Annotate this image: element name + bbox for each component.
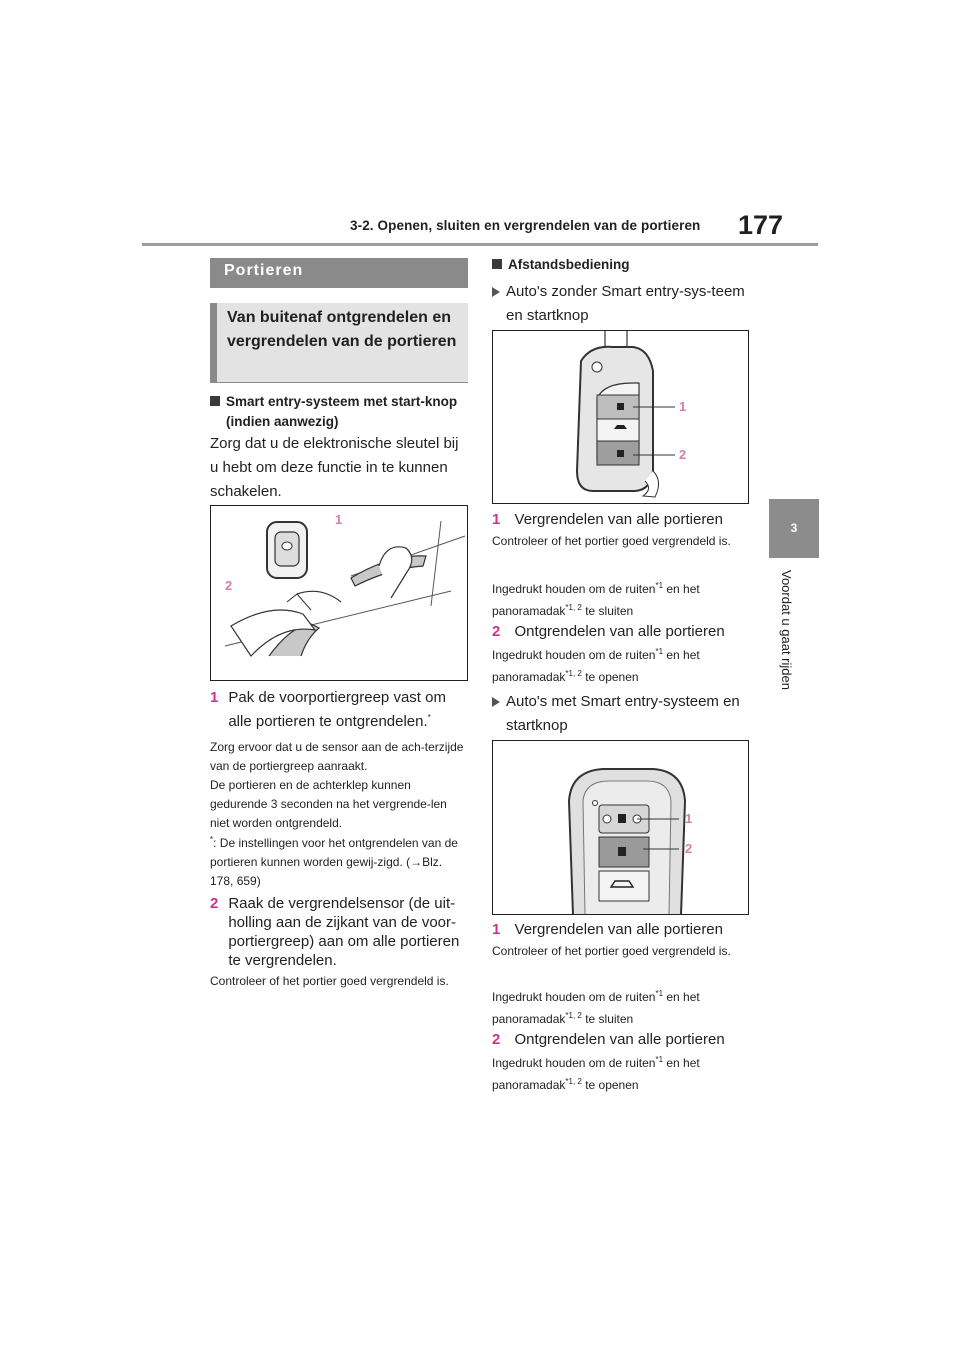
square-bullet-icon xyxy=(210,396,220,406)
triangle-bullet-icon xyxy=(492,287,500,297)
b-step-2-text: Ontgrendelen van alle portieren xyxy=(514,1031,725,1048)
smart-entry-heading: Smart entry-systeem met start-knop (indien aanwezig) xyxy=(210,392,468,432)
figure-callout-1: 1 xyxy=(335,512,343,527)
step-2-note: Controleer of het portier goed vergrendeld is. xyxy=(210,974,449,988)
b-step-2-line xyxy=(492,1028,750,1052)
door-handle-illustration xyxy=(210,505,468,681)
figure-callout-2: 2 xyxy=(225,578,233,593)
section-heading: Portieren xyxy=(224,262,304,279)
b-step-2-hold: Ingedrukt houden om de ruiten$^{*1}$ en het panoramadak$^{*1, 2}$ te openen xyxy=(492,1055,700,1092)
a-step-1-text: Vergrendelen van alle portieren xyxy=(514,511,723,528)
a-step-2-text: Ontgrendelen van alle portieren xyxy=(514,623,725,640)
b-step-1-hold: Ingedrukt houden om de ruiten$^{*1}$ en het panoramadak$^{*1, 2}$ te sluiten xyxy=(492,989,700,1026)
b-step-1-note: Controleer of het portier goed vergrendeld is. xyxy=(492,944,731,958)
footnote-text: : De instellingen voor het ontgrendelen van de portieren kunnen worden gewij-zigd. (→Blz. 178, 659) xyxy=(210,836,458,888)
step-2-text: Raak de vergrendelsensor (de uit-holling aan de zijkant van de voor-portiergreep) aan om alle portieren te vergrendelen. xyxy=(228,895,460,969)
a-step-2-line xyxy=(492,620,750,644)
a-step-2-number: 2 xyxy=(492,623,501,640)
a-step-1-number: 1 xyxy=(492,511,501,528)
figure-callout-2: 2 xyxy=(679,447,687,462)
subsection-heading: Van buitenaf ontgrendelen en vergrendelen van de portieren xyxy=(227,309,457,350)
step-1-note-2: De portieren en de achterklep kunnen gedurende 3 seconden na het vergrende-len niet worden ontgrendeld. xyxy=(210,778,447,830)
a-step-1-note: Controleer of het portier goed vergrendeld is. xyxy=(492,534,731,548)
section-heading-bar xyxy=(210,258,468,288)
door-handle-drawing xyxy=(211,506,467,680)
step-1-number: 1 xyxy=(210,689,219,706)
b-step-2-number: 2 xyxy=(492,1031,501,1048)
without-smart-heading: Auto's zonder Smart entry-sys-teem en startknop xyxy=(492,280,750,328)
a-step-1-hold: Ingedrukt houden om de ruiten$^{*1}$ en het panoramadak$^{*1, 2}$ te sluiten xyxy=(492,581,700,618)
footnote xyxy=(210,834,468,891)
square-bullet-icon xyxy=(492,259,502,269)
a-step-1-line xyxy=(492,508,750,532)
b-step-1-text: Vergrendelen van alle portieren xyxy=(514,921,723,938)
step-1-line xyxy=(210,686,468,734)
figure-callout-2: 2 xyxy=(685,841,693,856)
smart-key-illustration xyxy=(492,740,749,915)
fold-key-illustration xyxy=(492,330,749,504)
b-step-1-line xyxy=(492,918,750,942)
remote-heading: Afstandsbediening xyxy=(492,255,750,275)
with-smart-heading: Auto's met Smart entry-systeem en startknop xyxy=(492,690,750,738)
step-1-note-1: Zorg ervoor dat u de sensor aan de ach-terzijde van de portiergreep aanraakt. xyxy=(210,740,464,773)
smart-key-drawing xyxy=(493,741,748,914)
step-2-line xyxy=(210,894,468,970)
fold-key-drawing xyxy=(493,331,748,503)
figure-callout-1: 1 xyxy=(679,399,687,414)
subsection-heading-box xyxy=(210,303,468,383)
step-1-superscript: * xyxy=(427,713,431,722)
page-number: 177 xyxy=(738,210,784,240)
b-step-1-number: 1 xyxy=(492,921,501,938)
step-2-number: 2 xyxy=(210,895,219,912)
step-1-text: Pak de voorportiergreep vast om alle portieren te ontgrendelen. xyxy=(228,689,446,730)
triangle-bullet-icon xyxy=(492,697,500,707)
footnote-mark: * xyxy=(210,835,214,844)
figure-callout-1: 1 xyxy=(685,811,693,826)
chapter-side-label xyxy=(776,570,812,720)
chapter-tab: 3 xyxy=(769,499,819,558)
header-divider xyxy=(142,243,818,246)
a-step-2-hold: Ingedrukt houden om de ruiten$^{*1}$ en het panoramadak$^{*1, 2}$ te openen xyxy=(492,647,700,684)
smart-entry-intro: Zorg dat u de elektronische sleutel bij u hebt om deze functie in te kunnen schakelen. xyxy=(210,435,459,500)
chapter-label-text: Voordat u gaat rijden xyxy=(779,570,794,690)
section-title: 3-2. Openen, sluiten en vergrendelen van de portieren xyxy=(350,218,701,233)
